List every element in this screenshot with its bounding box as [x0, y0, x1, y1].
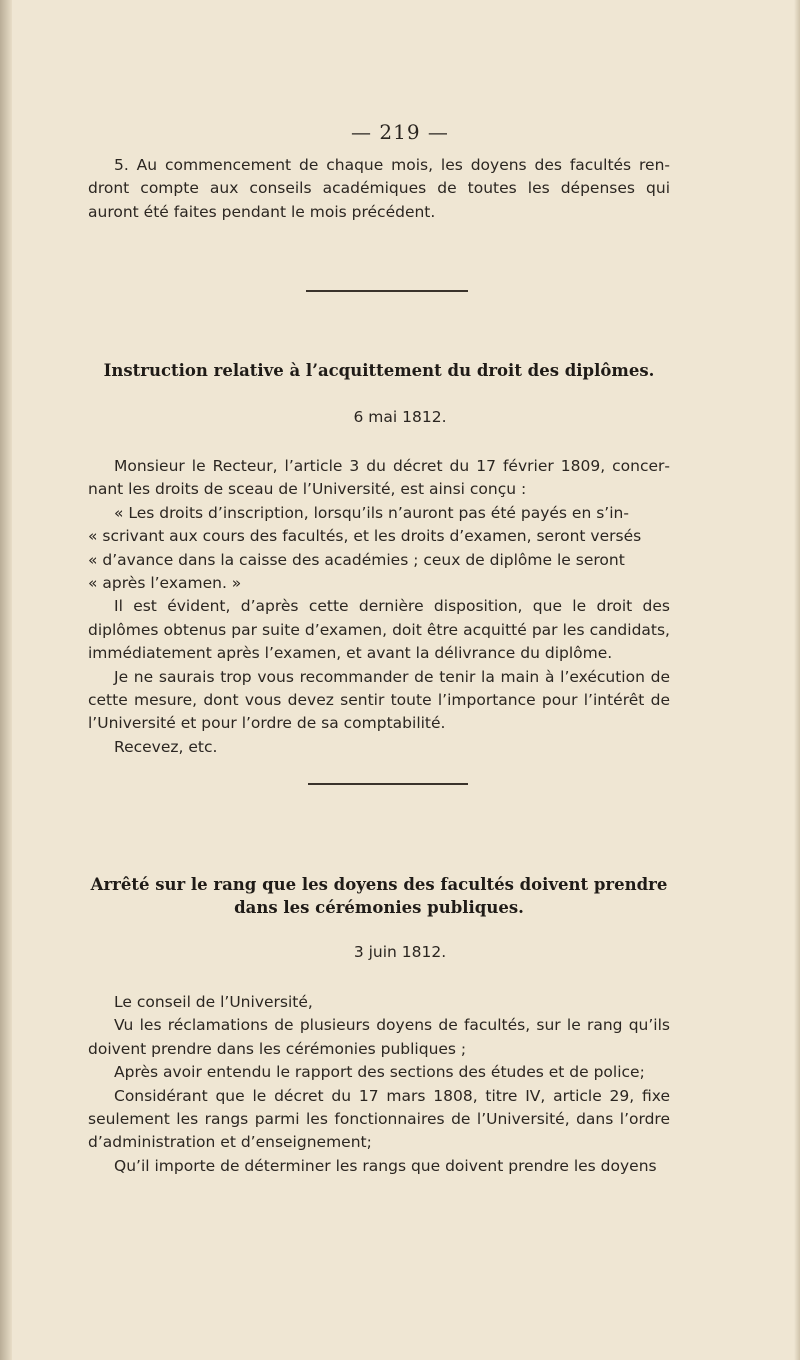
section-1-paragraph: Je ne saurais trop vous recommander de tenir la main à l’exécution de cette mesure, dont vous devez sentir toute l’importance pour l’intérêt de l’Université et pour l’ordre de sa comptabilité. [88, 667, 670, 733]
page-edge-left [0, 0, 12, 1360]
section-divider-2 [308, 783, 468, 785]
section-1-quote-line: « d’avance dans la caisse des académies ; ceux de diplôme le seront [88, 550, 625, 569]
article-5 [88, 154, 670, 224]
section-1-title: Instruction relative à l’acquittement du droit des diplômes. [103, 361, 655, 380]
section-2-date: 3 juin 1812. [353, 943, 447, 961]
section-2-title: Arrêté sur le rang que les doyens des facultés doivent prendre dans les cérémonies publiques. [90, 875, 668, 917]
section-2-paragraph: Après avoir entendu le rapport des sections des études et de police; [114, 1063, 645, 1082]
section-2-paragraph: Considérant que le décret du 17 mars 1808, titre IV, article 29, fixe seulement les rangs parmi les fonctionnaires de l’Université, dans l’ordre d’administration et d’enseignement; [88, 1086, 670, 1152]
section-1-quote-line: « scrivant aux cours des facultés, et les droits d’examen, seront versés [88, 527, 642, 546]
section-2-paragraph: Qu’il importe de déterminer les rangs que doivent prendre les doyens [114, 1156, 657, 1175]
section-divider-1 [306, 290, 468, 292]
section-1-closing: Recevez, etc. [114, 737, 218, 756]
page-number: — 219 — [351, 120, 449, 144]
article-5-text: 5. Au commencement de chaque mois, les doyens des facultés rendront compte aux conseils académiques de toutes les dépenses qui auront été faites pendant le mois précédent. [88, 156, 670, 221]
section-1-paragraph: Il est évident, d’après cette dernière disposition, que le droit des diplômes obtenus par suite d’examen, doit être acquitté par les candidats, immédiatement après l’examen, et avant la délivrance du diplôme. [88, 597, 670, 663]
section-1-body [88, 455, 670, 759]
section-1-date: 6 mai 1812. [353, 408, 447, 426]
section-2-paragraph: Vu les réclamations de plusieurs doyens de facultés, sur le rang qu’ils doivent prendre dans les cérémonies publiques ; [88, 1016, 670, 1058]
section-1-paragraph: Monsieur le Recteur, l’article 3 du décret du 17 février 1809, concernant les droits de sceau de l’Université, est ainsi conçu : [88, 457, 670, 499]
section-2-body [88, 991, 670, 1178]
section-1-quote-line: « après l’examen. » [88, 574, 242, 593]
section-1-quote-line: « Les droits d’inscription, lorsqu’ils n’auront pas été payés en s’in- [114, 503, 629, 522]
section-2-paragraph: Le conseil de l’Université, [114, 993, 313, 1011]
page-edge-right [794, 0, 800, 1360]
